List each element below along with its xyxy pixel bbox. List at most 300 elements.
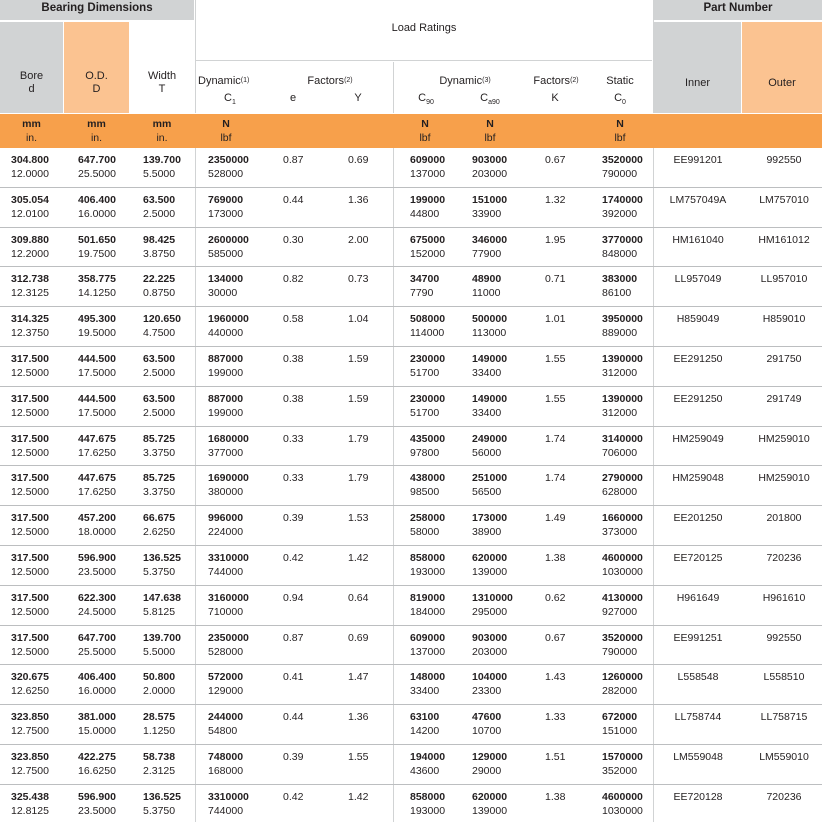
c90-label xyxy=(413,92,439,109)
c90-n-cell: 230000 xyxy=(410,393,446,405)
c90-n-cell: 819000 xyxy=(410,592,446,604)
bearing-dimensions-header xyxy=(0,0,194,20)
bore-in-cell: 12.5000 xyxy=(11,606,49,618)
ca90-lbf-cell: 38900 xyxy=(472,526,502,538)
inner-cell: H961649 xyxy=(676,592,720,604)
row-divider xyxy=(0,266,822,267)
c0-lbf-cell: 312000 xyxy=(602,407,638,419)
bore-in-cell: 12.5000 xyxy=(11,646,49,658)
k-cell: 1.43 xyxy=(545,671,566,683)
ca90-lbf-cell: 139000 xyxy=(472,566,508,578)
e-cell: 0.42 xyxy=(283,552,304,564)
c90-lbf-cell: 51700 xyxy=(410,367,440,379)
outer-header xyxy=(742,22,822,113)
c90-n-cell: 63100 xyxy=(410,711,440,723)
row-divider xyxy=(0,426,822,427)
c0-n-cell: 383000 xyxy=(602,273,638,285)
w-mm-cell: 98.425 xyxy=(143,234,176,246)
column-divider xyxy=(393,148,394,822)
outer-cell: 720236 xyxy=(766,552,802,564)
bore-in-cell: 12.0000 xyxy=(11,168,49,180)
c1-n-cell: 1960000 xyxy=(208,313,249,325)
e-cell: 0.39 xyxy=(283,751,304,763)
c1-unit-lbf: lbf xyxy=(220,132,232,144)
bore-in-cell: 12.0100 xyxy=(11,208,49,220)
e-cell: 0.38 xyxy=(283,393,304,405)
c1-unit xyxy=(214,117,238,145)
c0-n-cell: 4600000 xyxy=(602,791,643,803)
od-in-cell: 17.5000 xyxy=(78,367,116,379)
ca90-sub: a90 xyxy=(488,99,500,107)
c90-n-cell: 858000 xyxy=(410,791,446,803)
inner-cell: LM559048 xyxy=(673,751,723,763)
y-cell: 1.42 xyxy=(348,552,369,564)
outer-cell: LM757010 xyxy=(759,194,809,206)
w-in-cell: 1.1250 xyxy=(143,725,176,737)
w-mm-cell: 63.500 xyxy=(143,353,176,365)
c90-n-cell: 34700 xyxy=(410,273,440,285)
c90-lbf-cell: 152000 xyxy=(410,248,446,260)
e-cell: 0.30 xyxy=(283,234,304,246)
c90-lbf-cell: 184000 xyxy=(410,606,446,618)
k-cell: 1.55 xyxy=(545,353,566,365)
k-cell: 1.32 xyxy=(545,194,566,206)
k-cell: 1.38 xyxy=(545,552,566,564)
c90-n-cell: 438000 xyxy=(410,472,446,484)
e-cell: 0.39 xyxy=(283,512,304,524)
ca90-unit-lbf: lbf xyxy=(484,132,496,144)
outer-cell: 201800 xyxy=(766,512,802,524)
outer-cell: LL957010 xyxy=(760,273,808,285)
c1-n-cell: 572000 xyxy=(208,671,244,683)
k-cell: 1.95 xyxy=(545,234,566,246)
c90-lbf-cell: 14200 xyxy=(410,725,440,737)
ca90-lbf-cell: 33400 xyxy=(472,407,502,419)
c0-lbf-cell: 628000 xyxy=(602,486,638,498)
ca90-lbf-cell: 56500 xyxy=(472,486,502,498)
c90-lbf-cell: 51700 xyxy=(410,407,440,419)
c1-n-cell: 1680000 xyxy=(208,433,249,445)
c0-lbf-cell: 86100 xyxy=(602,287,632,299)
ca90-lbf-cell: 33400 xyxy=(472,367,502,379)
bore-in-cell: 12.2000 xyxy=(11,248,49,260)
y-cell: 1.55 xyxy=(348,751,369,763)
c90-lbf-cell: 43600 xyxy=(410,765,440,777)
c0-n-cell: 3950000 xyxy=(602,313,643,325)
od-mm-cell: 358.775 xyxy=(78,273,116,285)
inner-cell: EE720128 xyxy=(673,791,723,803)
k-cell: 1.55 xyxy=(545,393,566,405)
ca90-text: C xyxy=(480,92,489,104)
od-mm-cell: 406.400 xyxy=(78,194,116,206)
units-bar xyxy=(0,114,822,148)
k-label: K xyxy=(551,92,559,104)
c90-lbf-cell: 97800 xyxy=(410,447,440,459)
od-mm-cell: 647.700 xyxy=(78,154,116,166)
od-in-cell: 16.0000 xyxy=(78,685,116,697)
c90-n-cell: 230000 xyxy=(410,353,446,365)
y-cell: 0.64 xyxy=(348,592,369,604)
c1-lbf-cell: 199000 xyxy=(208,407,244,419)
header-divider xyxy=(195,0,196,113)
w-in-cell: 5.5000 xyxy=(143,168,176,180)
row-divider xyxy=(0,386,822,387)
c0-unit xyxy=(608,117,632,145)
ca90-n-cell: 500000 xyxy=(472,313,508,325)
od-in-cell: 25.5000 xyxy=(78,168,116,180)
w-in-cell: 3.8750 xyxy=(143,248,176,260)
y-cell: 1.42 xyxy=(348,791,369,803)
c90-n-cell: 609000 xyxy=(410,154,446,166)
static-label: Static xyxy=(606,75,634,87)
inner-label: Inner xyxy=(684,77,711,89)
k-cell: 0.67 xyxy=(545,632,566,644)
c0-unit-lbf: lbf xyxy=(614,132,626,144)
c0-n-cell: 3520000 xyxy=(602,632,643,644)
bore-in-cell: 12.3750 xyxy=(11,327,49,339)
y-cell: 1.04 xyxy=(348,313,369,325)
ca90-n-cell: 249000 xyxy=(472,433,508,445)
row-divider xyxy=(0,227,822,228)
e-cell: 0.87 xyxy=(283,154,304,166)
od-in-cell: 19.5000 xyxy=(78,327,116,339)
c1-n-cell: 3310000 xyxy=(208,791,249,803)
k-cell: 1.01 xyxy=(545,313,566,325)
y-cell: 0.69 xyxy=(348,632,369,644)
load-ratings-label: Load Ratings xyxy=(391,22,457,34)
c1-label xyxy=(224,92,236,109)
c1-n-cell: 1690000 xyxy=(208,472,249,484)
row-divider xyxy=(0,585,822,586)
bearing-dimensions-label: Bearing Dimensions xyxy=(41,2,153,14)
ca90-unit-n: N xyxy=(486,118,494,130)
dynamic1-label xyxy=(198,75,268,88)
k-cell: 0.67 xyxy=(545,154,566,166)
bore-unit-in: in. xyxy=(25,132,38,144)
bore-in-cell: 12.7500 xyxy=(11,725,49,737)
c90-lbf-cell: 58000 xyxy=(410,526,440,538)
y-cell: 1.36 xyxy=(348,194,369,206)
w-mm-cell: 85.725 xyxy=(143,433,176,445)
ca90-n-cell: 903000 xyxy=(472,632,508,644)
c90-lbf-cell: 193000 xyxy=(410,566,446,578)
width-symbol: T xyxy=(158,83,166,95)
width-unit-in: in. xyxy=(156,132,168,144)
c90-n-cell: 199000 xyxy=(410,194,446,206)
w-in-cell: 2.5000 xyxy=(143,367,176,379)
ca90-n-cell: 47600 xyxy=(472,711,502,723)
od-mm-cell: 501.650 xyxy=(78,234,116,246)
c1-lbf-cell: 528000 xyxy=(208,168,244,180)
ca90-lbf-cell: 11000 xyxy=(472,287,501,299)
w-in-cell: 3.3750 xyxy=(143,486,176,498)
c0-lbf-cell: 706000 xyxy=(602,447,638,459)
c0-n-cell: 672000 xyxy=(602,711,638,723)
w-in-cell: 5.8125 xyxy=(143,606,176,618)
ca90-n-cell: 173000 xyxy=(472,512,508,524)
inner-cell: LL758744 xyxy=(674,711,722,723)
outer-cell: H961610 xyxy=(762,592,806,604)
c0-lbf-cell: 889000 xyxy=(602,327,638,339)
ca90-lbf-cell: 139000 xyxy=(472,805,508,817)
c0-sub: 0 xyxy=(622,99,626,107)
od-mm-cell: 381.000 xyxy=(78,711,116,723)
c0-n-cell: 4600000 xyxy=(602,552,643,564)
bore-mm-cell: 312.738 xyxy=(11,273,49,285)
bore-in-cell: 12.8125 xyxy=(11,805,49,817)
bore-in-cell: 12.5000 xyxy=(11,526,49,538)
width-col-label xyxy=(130,70,194,96)
od-mm-cell: 447.675 xyxy=(78,472,116,484)
c0-n-cell: 1390000 xyxy=(602,353,643,365)
dynamic3-text: Dynamic xyxy=(439,75,483,87)
c90-n-cell: 148000 xyxy=(410,671,446,683)
od-mm-cell: 457.200 xyxy=(78,512,116,524)
ca90-lbf-cell: 203000 xyxy=(472,168,508,180)
w-in-cell: 5.3750 xyxy=(143,566,176,578)
e-cell: 0.58 xyxy=(283,313,304,325)
row-divider xyxy=(0,505,822,506)
ca90-n-cell: 104000 xyxy=(472,671,508,683)
c90-lbf-cell: 114000 xyxy=(410,327,445,339)
bore-in-cell: 12.5000 xyxy=(11,566,49,578)
c0-lbf-cell: 848000 xyxy=(602,248,638,260)
inner-cell: LL957049 xyxy=(674,273,722,285)
ca90-n-cell: 151000 xyxy=(472,194,508,206)
w-mm-cell: 28.575 xyxy=(143,711,176,723)
od-mm-cell: 495.300 xyxy=(78,313,116,325)
c0-n-cell: 1260000 xyxy=(602,671,643,683)
c1-lbf-cell: 440000 xyxy=(208,327,244,339)
bore-mm-cell: 323.850 xyxy=(11,751,49,763)
od-in-cell: 17.6250 xyxy=(78,447,116,459)
row-divider xyxy=(0,744,822,745)
c1-n-cell: 887000 xyxy=(208,393,244,405)
ca90-lbf-cell: 77900 xyxy=(472,248,502,260)
c0-lbf-cell: 282000 xyxy=(602,685,638,697)
e-cell: 0.38 xyxy=(283,353,304,365)
bore-mm-cell: 317.500 xyxy=(11,592,49,604)
c1-lbf-cell: 744000 xyxy=(208,805,244,817)
bore-in-cell: 12.5000 xyxy=(11,486,49,498)
c1-n-cell: 2350000 xyxy=(208,632,249,644)
e-cell: 0.33 xyxy=(283,433,304,445)
e-cell: 0.44 xyxy=(283,194,304,206)
ca90-n-cell: 251000 xyxy=(472,472,508,484)
outer-cell: LL758715 xyxy=(760,711,808,723)
od-header xyxy=(64,22,129,113)
c1-lbf-cell: 744000 xyxy=(208,566,244,578)
c0-n-cell: 1740000 xyxy=(602,194,643,206)
inner-cell: EE291250 xyxy=(673,353,723,365)
bore-mm-cell: 317.500 xyxy=(11,353,49,365)
e-cell: 0.87 xyxy=(283,632,304,644)
c90-n-cell: 435000 xyxy=(410,433,446,445)
od-mm-cell: 622.300 xyxy=(78,592,116,604)
y-cell: 2.00 xyxy=(348,234,369,246)
ca90-lbf-cell: 10700 xyxy=(472,725,502,737)
inner-cell: EE991251 xyxy=(673,632,723,644)
c90-n-cell: 858000 xyxy=(410,552,446,564)
factors1-label xyxy=(300,75,360,88)
od-mm-cell: 596.900 xyxy=(78,791,116,803)
ca90-unit xyxy=(478,117,502,145)
k-cell: 0.71 xyxy=(545,273,566,285)
bore-col-label xyxy=(0,70,63,96)
e-cell: 0.82 xyxy=(283,273,304,285)
inner-cell: H859049 xyxy=(676,313,720,325)
od-mm-cell: 647.700 xyxy=(78,632,116,644)
c1-n-cell: 887000 xyxy=(208,353,244,365)
c90-n-cell: 258000 xyxy=(410,512,446,524)
c0-lbf-cell: 1030000 xyxy=(602,805,643,817)
c1-lbf-cell: 377000 xyxy=(208,447,244,459)
bore-in-cell: 12.5000 xyxy=(11,367,49,379)
inner-cell: HM259049 xyxy=(672,433,724,445)
dynamic1-note: (1) xyxy=(240,77,250,84)
load-ratings-divider xyxy=(196,60,652,61)
od-symbol: D xyxy=(92,83,101,95)
ca90-lbf-cell: 29000 xyxy=(472,765,502,777)
c0-lbf-cell: 312000 xyxy=(602,367,638,379)
bore-unit xyxy=(0,117,63,145)
od-in-cell: 23.5000 xyxy=(78,566,116,578)
od-unit xyxy=(64,117,129,145)
c0-lbf-cell: 790000 xyxy=(602,168,638,180)
row-divider xyxy=(0,625,822,626)
y-cell: 1.53 xyxy=(348,512,369,524)
ca90-n-cell: 346000 xyxy=(472,234,508,246)
c1-lbf-cell: 585000 xyxy=(208,248,244,260)
od-unit-in: in. xyxy=(90,132,103,144)
c0-n-cell: 1660000 xyxy=(602,512,643,524)
c1-lbf-cell: 380000 xyxy=(208,486,244,498)
outer-cell: 291750 xyxy=(766,353,802,365)
od-mm-cell: 596.900 xyxy=(78,552,116,564)
ca90-n-cell: 149000 xyxy=(472,353,508,365)
c0-lbf-cell: 392000 xyxy=(602,208,638,220)
c0-n-cell: 4130000 xyxy=(602,592,643,604)
c0-lbf-cell: 352000 xyxy=(602,765,638,777)
e-label: e xyxy=(289,92,297,104)
c0-lbf-cell: 1030000 xyxy=(602,566,643,578)
ca90-lbf-cell: 23300 xyxy=(472,685,502,697)
w-mm-cell: 136.525 xyxy=(143,552,181,564)
row-divider xyxy=(0,545,822,546)
e-cell: 0.94 xyxy=(283,592,304,604)
bore-in-cell: 12.6250 xyxy=(11,685,49,697)
c1-lbf-cell: 173000 xyxy=(208,208,244,220)
outer-cell: 992550 xyxy=(766,154,802,166)
bore-mm-cell: 323.850 xyxy=(11,711,49,723)
k-cell: 1.51 xyxy=(545,751,566,763)
ca90-n-cell: 149000 xyxy=(472,393,508,405)
w-mm-cell: 66.675 xyxy=(143,512,176,524)
dynamic3-label xyxy=(420,75,510,88)
bore-in-cell: 12.3125 xyxy=(11,287,49,299)
inner-cell: HM259048 xyxy=(672,472,724,484)
factors2-text: Factors xyxy=(533,75,571,87)
inner-cell: LM757049A xyxy=(669,194,727,206)
c1-lbf-cell: 710000 xyxy=(208,606,244,618)
w-mm-cell: 139.700 xyxy=(143,154,181,166)
c90-sub: 90 xyxy=(426,99,434,107)
e-cell: 0.44 xyxy=(283,711,304,723)
c1-lbf-cell: 54800 xyxy=(208,725,238,737)
bore-text: Bore xyxy=(19,70,44,82)
ca90-label xyxy=(474,92,506,109)
od-mm-cell: 406.400 xyxy=(78,671,116,683)
c1-text: C xyxy=(224,92,232,104)
outer-cell: LM559010 xyxy=(759,751,809,763)
y-cell: 1.59 xyxy=(348,353,369,365)
c1-lbf-cell: 168000 xyxy=(208,765,244,777)
od-in-cell: 18.0000 xyxy=(78,526,116,538)
c90-n-cell: 609000 xyxy=(410,632,446,644)
k-cell: 1.74 xyxy=(545,433,566,445)
c90-lbf-cell: 137000 xyxy=(410,168,446,180)
od-mm-cell: 444.500 xyxy=(78,393,116,405)
bore-mm-cell: 325.438 xyxy=(11,791,49,803)
w-in-cell: 2.3125 xyxy=(143,765,176,777)
y-label: Y xyxy=(354,92,362,104)
c1-n-cell: 996000 xyxy=(208,512,244,524)
width-unit-mm: mm xyxy=(152,118,172,130)
c1-sub: 1 xyxy=(231,99,236,107)
w-mm-cell: 63.500 xyxy=(143,194,176,206)
c0-lbf-cell: 151000 xyxy=(602,725,638,737)
dynamic1-text: Dynamic xyxy=(198,75,241,87)
w-mm-cell: 22.225 xyxy=(143,273,176,285)
c1-n-cell: 3160000 xyxy=(208,592,249,604)
od-mm-cell: 444.500 xyxy=(78,353,116,365)
c1-unit-n: N xyxy=(222,118,230,130)
bore-in-cell: 12.5000 xyxy=(11,407,49,419)
ca90-n-cell: 129000 xyxy=(472,751,508,763)
ca90-lbf-cell: 33900 xyxy=(472,208,502,220)
inner-cell: EE720125 xyxy=(673,552,723,564)
width-text: Width xyxy=(147,70,177,82)
inner-cell: EE201250 xyxy=(673,512,723,524)
ca90-n-cell: 620000 xyxy=(472,791,508,803)
c1-lbf-cell: 129000 xyxy=(208,685,244,697)
inner-cell: EE291250 xyxy=(673,393,723,405)
outer-cell: HM161012 xyxy=(758,234,810,246)
bore-mm-cell: 305.054 xyxy=(11,194,49,206)
od-col-label xyxy=(64,70,129,96)
bore-unit-mm: mm xyxy=(22,118,41,130)
c0-n-cell: 3140000 xyxy=(602,433,643,445)
od-in-cell: 17.6250 xyxy=(78,486,116,498)
dynamic3-note: (3) xyxy=(482,77,491,84)
c90-lbf-cell: 193000 xyxy=(410,805,446,817)
c1-n-cell: 2600000 xyxy=(208,234,249,246)
c1-lbf-cell: 528000 xyxy=(208,646,244,658)
w-in-cell: 0.8750 xyxy=(143,287,176,299)
c90-lbf-cell: 98500 xyxy=(410,486,440,498)
column-divider xyxy=(653,148,654,822)
od-in-cell: 23.5000 xyxy=(78,805,116,817)
c90-n-cell: 194000 xyxy=(410,751,446,763)
c1-lbf-cell: 199000 xyxy=(208,367,244,379)
c90-unit-n: N xyxy=(421,118,429,130)
c0-n-cell: 1570000 xyxy=(602,751,643,763)
od-text: O.D. xyxy=(85,70,108,82)
inner-cell: L558548 xyxy=(677,671,719,683)
y-cell: 1.47 xyxy=(348,671,369,683)
ca90-lbf-cell: 203000 xyxy=(472,646,508,658)
part-number-header xyxy=(654,0,822,20)
